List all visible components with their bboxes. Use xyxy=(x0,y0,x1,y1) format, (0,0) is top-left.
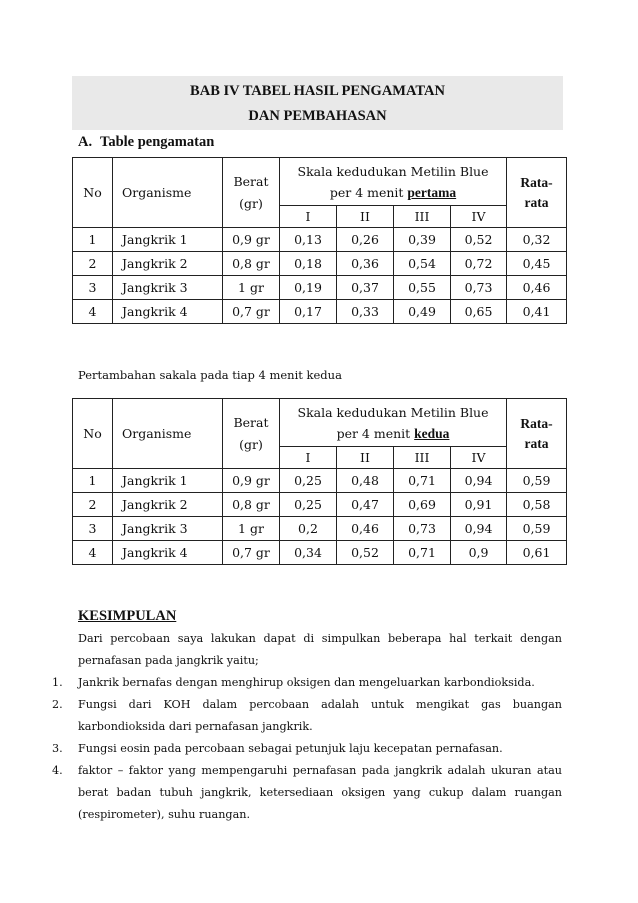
table-row xyxy=(73,493,567,517)
cell-rata: 0,58 xyxy=(507,493,567,517)
cell-value-i: 0,17 xyxy=(280,300,337,324)
cell-value-iii: 0,71 xyxy=(394,541,451,565)
header-sub-iv: IV xyxy=(451,447,507,469)
cell-berat: 1 gr xyxy=(223,517,280,541)
cell-value-iv: 0,94 xyxy=(451,469,507,493)
header-berat xyxy=(223,399,280,469)
cell-no: 3 xyxy=(73,276,113,300)
cell-value-ii: 0,46 xyxy=(337,517,394,541)
header-berat xyxy=(223,158,280,228)
cell-no: 4 xyxy=(73,300,113,324)
header-skala xyxy=(280,399,507,447)
cell-value-i: 0,13 xyxy=(280,228,337,252)
cell-organisme: Jangkrik 4 xyxy=(113,300,223,324)
cell-no: 3 xyxy=(73,517,113,541)
table-row xyxy=(73,228,567,252)
cell-value-iv: 0,52 xyxy=(451,228,507,252)
cell-berat: 0,8 gr xyxy=(223,493,280,517)
cell-value-iii: 0,73 xyxy=(394,517,451,541)
cell-value-ii: 0,52 xyxy=(337,541,394,565)
cell-organisme: Jangkrik 2 xyxy=(113,252,223,276)
conclusion-item-text: faktor – faktor yang mempengaruhi pernafasan pada jangkrik adalah ukuran atau berat badan tubuh jangkrik, ketersediaan oksigen yang cukup dalam ruangan (respirometer), suhu ruangan. xyxy=(78,764,562,821)
table-row xyxy=(73,300,567,324)
cell-value-i: 0,18 xyxy=(280,252,337,276)
table-row xyxy=(73,252,567,276)
cell-value-ii: 0,33 xyxy=(337,300,394,324)
cell-no: 1 xyxy=(73,469,113,493)
cell-value-iv: 0,65 xyxy=(451,300,507,324)
cell-value-iv: 0,94 xyxy=(451,517,507,541)
section-a-letter: A. xyxy=(78,134,93,150)
cell-no: 2 xyxy=(73,493,113,517)
observation-table-second xyxy=(72,398,567,565)
section-a-text: Table pengamatan xyxy=(100,134,215,150)
cell-value-iii: 0,69 xyxy=(394,493,451,517)
header-berat-line2: (gr) xyxy=(239,195,263,211)
header-skala-line1: Skala kedudukan Metilin Blue xyxy=(297,404,489,420)
header-skala-line1: Skala kedudukan Metilin Blue xyxy=(297,163,489,179)
header-skala xyxy=(280,158,507,206)
conclusion-item-text: Fungsi dari KOH dalam percobaan adalah untuk mengikat gas buangan karbondioksida dari pernafasan jangkrik. xyxy=(78,698,562,733)
cell-value-i: 0,2 xyxy=(280,517,337,541)
cell-no: 1 xyxy=(73,228,113,252)
conclusion-item-number: 4. xyxy=(52,764,63,777)
cell-rata: 0,32 xyxy=(507,228,567,252)
header-rata-line1: Rata- xyxy=(520,415,553,431)
header-rata-line1: Rata- xyxy=(520,174,553,190)
cell-no: 4 xyxy=(73,541,113,565)
conclusion-item-number: 3. xyxy=(52,742,63,755)
header-sub-ii: II xyxy=(337,447,394,469)
cell-rata: 0,46 xyxy=(507,276,567,300)
cell-value-i: 0,34 xyxy=(280,541,337,565)
cell-berat: 0,7 gr xyxy=(223,541,280,565)
conclusion-intro: Dari percobaan saya lakukan dapat di simpulkan beberapa hal terkait dengan pernafasan pada jangkrik yaitu; xyxy=(78,632,562,667)
cell-value-iv: 0,73 xyxy=(451,276,507,300)
header-skala-emph: pertama xyxy=(407,184,457,200)
table-row xyxy=(73,541,567,565)
header-rata-line2: rata xyxy=(524,435,549,451)
header-skala-prefix: per 4 menit xyxy=(336,425,415,441)
cell-rata: 0,61 xyxy=(507,541,567,565)
cell-value-i: 0,19 xyxy=(280,276,337,300)
cell-organisme: Jangkrik 1 xyxy=(113,469,223,493)
table-row xyxy=(73,276,567,300)
header-berat-line2: (gr) xyxy=(239,436,263,452)
cell-value-iv: 0,72 xyxy=(451,252,507,276)
section-a-title xyxy=(78,134,214,151)
cell-organisme: Jangkrik 3 xyxy=(113,276,223,300)
cell-value-i: 0,25 xyxy=(280,469,337,493)
header-rata-line2: rata xyxy=(524,194,549,210)
cell-value-iii: 0,55 xyxy=(394,276,451,300)
cell-organisme: Jangkrik 3 xyxy=(113,517,223,541)
header-no: No xyxy=(73,399,113,469)
cell-rata: 0,59 xyxy=(507,517,567,541)
header-sub-iv: IV xyxy=(451,206,507,228)
cell-value-ii: 0,26 xyxy=(337,228,394,252)
second-table-caption: Pertambahan sakala pada tiap 4 menit kedua xyxy=(78,368,342,382)
cell-value-iii: 0,49 xyxy=(394,300,451,324)
conclusion-item-number: 1. xyxy=(52,676,63,689)
conclusion-title: KESIMPULAN xyxy=(78,608,177,624)
header-skala-prefix: per 4 menit xyxy=(329,184,408,200)
header-sub-ii: II xyxy=(337,206,394,228)
cell-value-iv: 0,91 xyxy=(451,493,507,517)
cell-rata: 0,45 xyxy=(507,252,567,276)
cell-berat: 0,7 gr xyxy=(223,300,280,324)
header-rata xyxy=(507,399,567,469)
header-sub-i: I xyxy=(280,206,337,228)
header-organisme: Organisme xyxy=(113,158,223,228)
header-sub-i: I xyxy=(280,447,337,469)
cell-rata: 0,59 xyxy=(507,469,567,493)
conclusion-item-text: Jankrik bernafas dengan menghirup oksigen dan mengeluarkan karbondioksida. xyxy=(78,676,535,689)
cell-value-ii: 0,36 xyxy=(337,252,394,276)
header-sub-iii: III xyxy=(394,206,451,228)
table-row xyxy=(73,469,567,493)
cell-value-ii: 0,37 xyxy=(337,276,394,300)
conclusion-item-text: Fungsi eosin pada percobaan sebagai petunjuk laju kecepatan pernafasan. xyxy=(78,742,503,755)
cell-organisme: Jangkrik 1 xyxy=(113,228,223,252)
cell-berat: 0,9 gr xyxy=(223,228,280,252)
cell-value-iii: 0,54 xyxy=(394,252,451,276)
header-rata xyxy=(507,158,567,228)
cell-organisme: Jangkrik 4 xyxy=(113,541,223,565)
cell-value-i: 0,25 xyxy=(280,493,337,517)
observation-table-first xyxy=(72,157,567,324)
header-skala-line2 xyxy=(282,423,504,444)
header-skala-line2 xyxy=(282,182,504,203)
cell-value-iii: 0,71 xyxy=(394,469,451,493)
cell-value-iv: 0,9 xyxy=(451,541,507,565)
table-row xyxy=(73,517,567,541)
chapter-heading-line2: DAN PEMBAHASAN xyxy=(248,108,387,124)
cell-rata: 0,41 xyxy=(507,300,567,324)
cell-berat: 1 gr xyxy=(223,276,280,300)
cell-organisme: Jangkrik 2 xyxy=(113,493,223,517)
cell-value-ii: 0,48 xyxy=(337,469,394,493)
header-berat-line1: Berat xyxy=(233,414,269,430)
header-skala-emph: kedua xyxy=(414,425,450,441)
cell-berat: 0,8 gr xyxy=(223,252,280,276)
header-sub-iii: III xyxy=(394,447,451,469)
chapter-heading xyxy=(72,76,563,130)
header-organisme: Organisme xyxy=(113,399,223,469)
cell-berat: 0,9 gr xyxy=(223,469,280,493)
cell-no: 2 xyxy=(73,252,113,276)
header-berat-line1: Berat xyxy=(233,173,269,189)
header-no: No xyxy=(73,158,113,228)
cell-value-ii: 0,47 xyxy=(337,493,394,517)
chapter-heading-line1: BAB IV TABEL HASIL PENGAMATAN xyxy=(190,83,445,99)
conclusion-item-number: 2. xyxy=(52,698,63,711)
cell-value-iii: 0,39 xyxy=(394,228,451,252)
